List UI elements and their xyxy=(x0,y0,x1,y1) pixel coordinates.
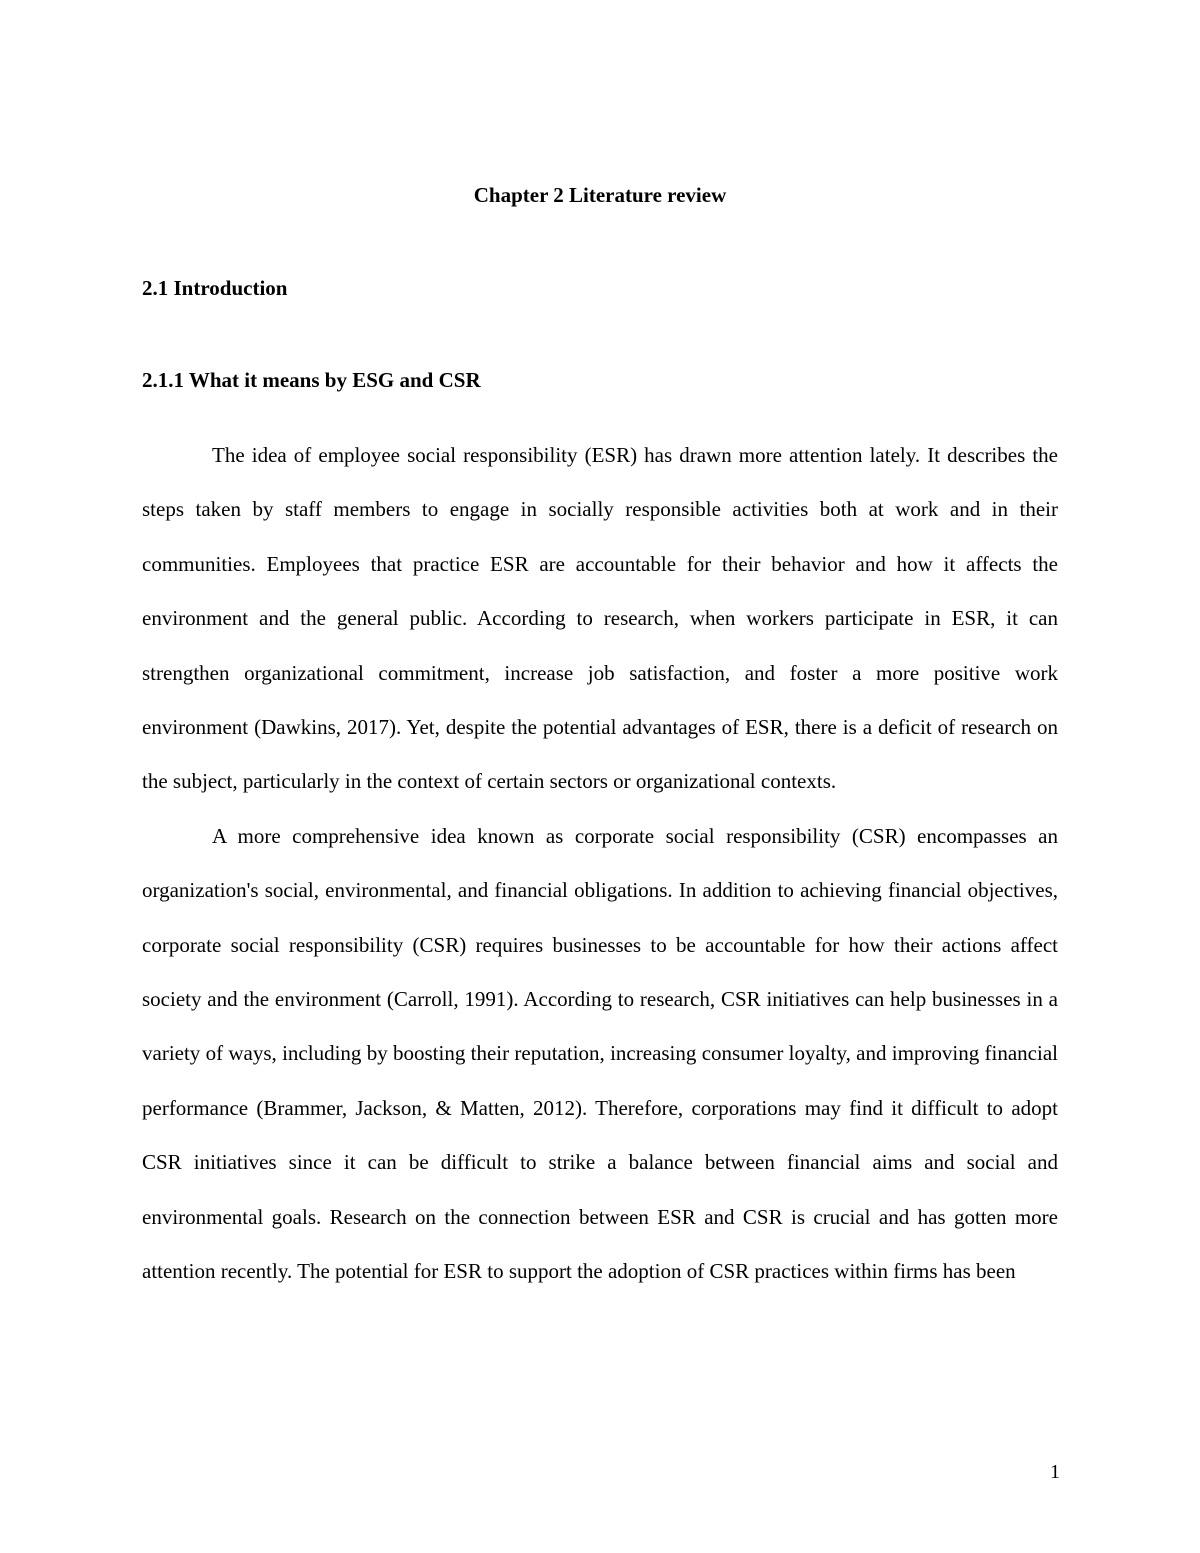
paragraph-csr: A more comprehensive idea known as corporate social responsibility (CSR) encompasses an organization's social, environmental, and financial obligations. In addition to achieving financial objectives, corporate social responsibility (CSR) requires businesses to be accountable for how their actions affect society and the environment (Carroll, 1991). According to research, CSR initiatives can help businesses in a variety of ways, including by boosting their reputation, increasing consumer loyalty, and improving financial performance (Brammer, Jackson, & Matten, 2012). Therefore, corporations may find it difficult to adopt CSR initiatives since it can be difficult to strike a balance between financial aims and social and environmental goals. Research on the connection between ESR and CSR is crucial and has gotten more attention recently. The potential for ESR to support the adoption of CSR practices within firms has been xyxy=(142,823,1058,1284)
section-heading: 2.1 Introduction xyxy=(142,276,288,300)
chapter-title: Chapter 2 Literature review xyxy=(473,183,727,207)
page-number: 1 xyxy=(1050,1461,1060,1483)
subsection-heading: 2.1.1 What it means by ESG and CSR xyxy=(142,368,481,392)
paragraph-esr: The idea of employee social responsibility (ESR) has drawn more attention lately. It describes the steps taken by staff members to engage in socially responsible activities both at work and in their communities. Employees that practice ESR are accountable for their behavior and how it affects the environment and the general public. According to research, when workers participate in ESR, it can strengthen organizational commitment, increase job satisfaction, and foster a more positive work environment (Dawkins, 2017). Yet, despite the potential advantages of ESR, there is a deficit of research on the subject, particularly in the context of certain sectors or organizational contexts. xyxy=(142,443,1058,794)
body-text xyxy=(142,428,1058,1299)
